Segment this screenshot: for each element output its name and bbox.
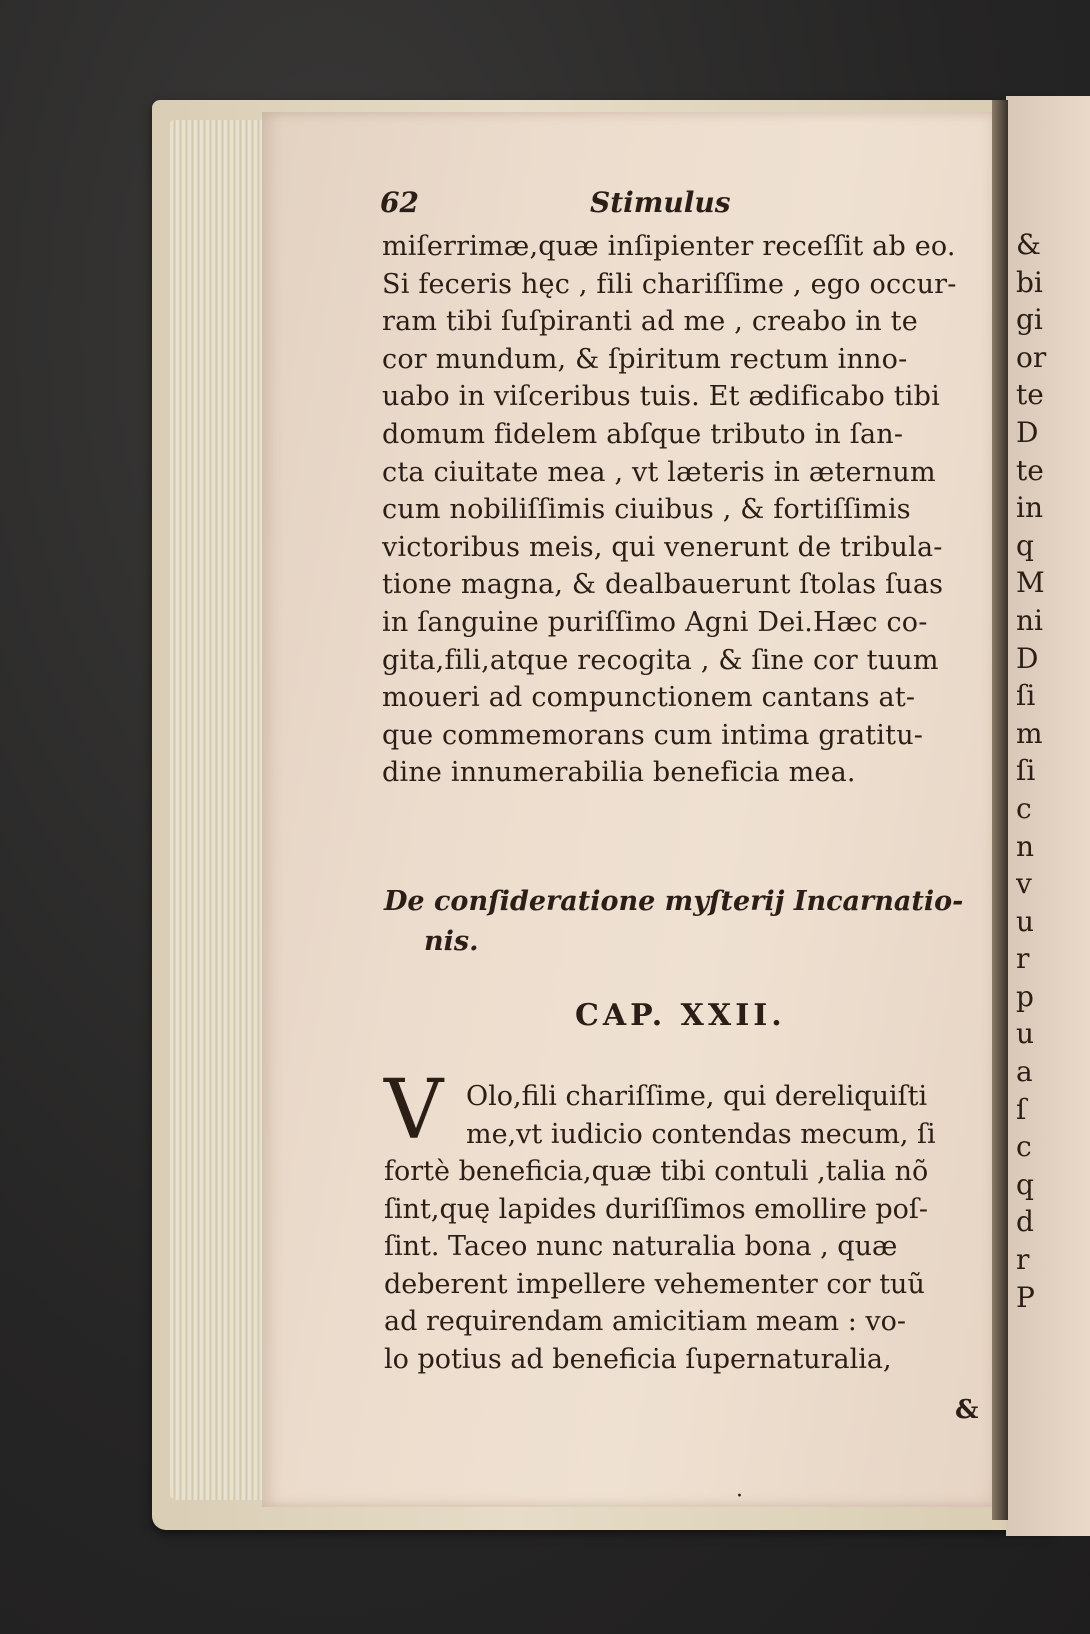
text-line: miſerrimæ,quæ inſipienter receſſit ab eo. [382, 231, 956, 262]
facing-text-line: c [1016, 1130, 1032, 1164]
facing-text-line: u [1016, 904, 1035, 938]
facing-text-line: te [1016, 378, 1044, 412]
chapter-first-lines [466, 1078, 986, 1153]
text-line: uabo in viſceribus tuis. Et ædificabo tibi [382, 381, 940, 413]
facing-text-line: gi [1016, 303, 1043, 337]
section-heading [384, 882, 994, 962]
heading-line-1: De conſideratione myſterij Incarnatio- [384, 886, 964, 917]
body-text [382, 228, 982, 792]
facing-text-line: P [1016, 1280, 1035, 1314]
book-gutter [992, 100, 1008, 1520]
text-line: que commemorans cum intima gratitu- [382, 719, 924, 751]
text-line: in ſanguine puriſſimo Agni Dei.Hæc co- [382, 606, 928, 638]
facing-text-line: n [1016, 829, 1035, 863]
facing-text-line: & [1016, 228, 1041, 261]
facing-text-line: in [1016, 491, 1043, 525]
drop-cap: V [384, 1063, 444, 1158]
facing-text-line: M [1016, 566, 1045, 600]
facing-text-line: ni [1016, 603, 1043, 637]
catchword: & [955, 1395, 979, 1425]
facing-text-line: d [1016, 1205, 1034, 1239]
text-line: ram tibi ſuſpiranti ad me , creabo in te [382, 306, 918, 338]
facing-text-line: q [1016, 528, 1034, 562]
facing-text-line: ſ [1016, 1092, 1027, 1126]
text-line: cor mundum, & ſpiritum rectum inno- [382, 343, 908, 375]
text-line: Si feceris hęc , fili chariſſime , ego occur- [382, 268, 957, 300]
facing-text-line: D [1016, 641, 1039, 675]
text-line: tione magna, & dealbauerunt ſtolas ſuas [382, 569, 944, 601]
text-line: lo potius ad beneficia ſupernaturalia, [384, 1343, 892, 1375]
text-line: fortè beneficia,quæ tibi contuli ,talia nõ [384, 1156, 929, 1187]
text-line: deberent impellere vehementer cor tuũ [384, 1268, 925, 1300]
facing-text-line: q [1016, 1167, 1034, 1201]
facing-text-line: a [1016, 1055, 1033, 1089]
facing-text-line: ſi [1016, 754, 1036, 788]
facing-text-line: p [1016, 979, 1034, 1013]
facing-text-line: c [1016, 791, 1032, 825]
facing-page-text [1016, 226, 1090, 1316]
facing-text-line: r [1016, 942, 1030, 976]
text-line: ad requirendam amicitiam meam : vo- [384, 1306, 907, 1338]
text-line: dine innumerabilia beneficia mea. [382, 757, 856, 789]
text-line: me,vt iudicio contendas mecum, ſi [466, 1118, 936, 1150]
text-line: moueri ad compunctionem cantans at- [382, 682, 916, 714]
running-head [380, 186, 960, 226]
facing-text-line: bi [1016, 265, 1043, 299]
running-title: Stimulus [590, 186, 731, 219]
heading-line-2: nis. [424, 926, 479, 957]
facing-text-line: or [1016, 340, 1047, 374]
facing-text-line: m [1016, 716, 1043, 750]
text-line: gita,fili,atque recogita , & ſine cor tuum [382, 644, 939, 676]
chapter-text [384, 1153, 994, 1379]
page-number: 62 [380, 186, 419, 219]
printer-mark: · [736, 1484, 743, 1509]
facing-text-line: u [1016, 1017, 1035, 1051]
text-line: cta ciuitate mea , vt læteris in æternum [382, 456, 936, 488]
text-line: cum nobiliſſimis ciuibus , & fortiſſimis [382, 494, 911, 526]
facing-text-line: te [1016, 453, 1044, 487]
text-line: domum fidelem abſque tributo in ſan- [382, 418, 904, 450]
facing-text-line: r [1016, 1243, 1030, 1277]
text-line: Olo,fili chariſſime, qui dereliquiſti [466, 1081, 928, 1112]
text-line: victoribus meis, qui venerunt de tribula- [382, 531, 943, 563]
chapter-number: CAP. XXII. [575, 998, 786, 1033]
facing-text-line: ſi [1016, 679, 1036, 713]
text-line: ſint,quę lapides duriſſimos emollire poſ- [384, 1193, 929, 1225]
facing-text-line: D [1016, 415, 1039, 449]
facing-text-line: v [1016, 867, 1032, 901]
text-line: ſint. Taceo nunc naturalia bona , quæ [384, 1231, 898, 1263]
